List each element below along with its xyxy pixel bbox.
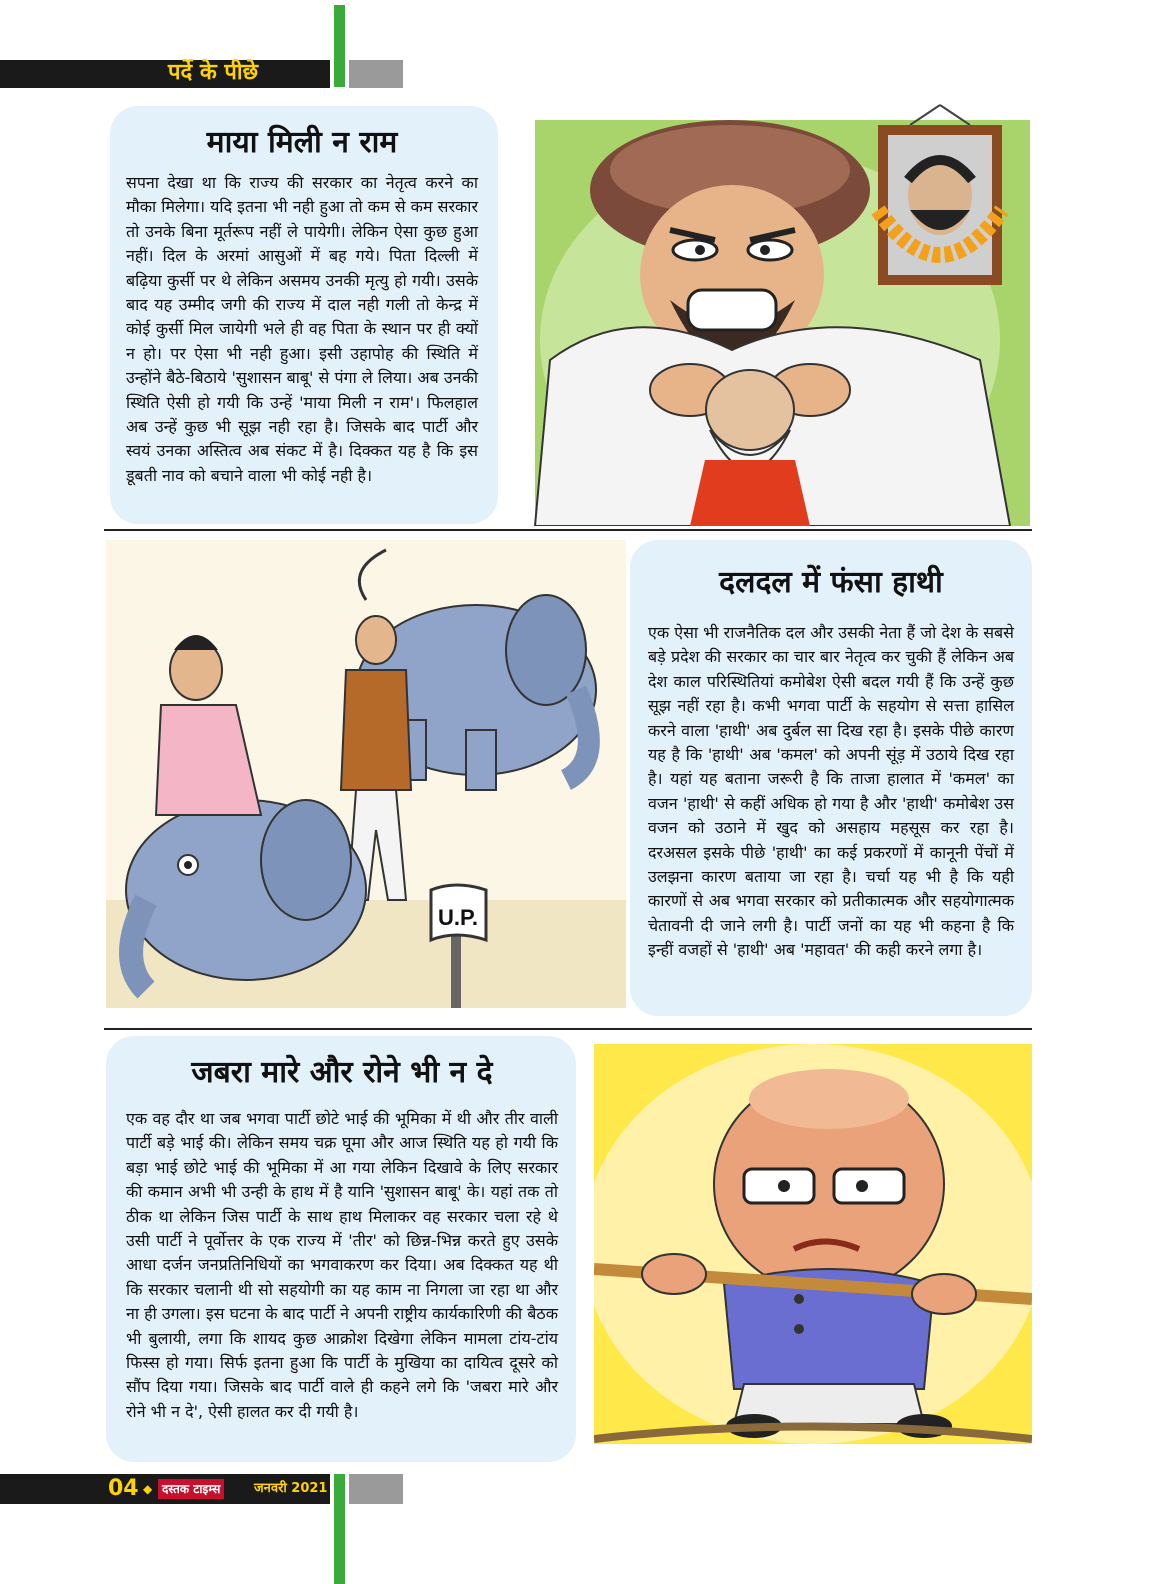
grey-block-top [349,60,403,88]
issue-date: जनवरी 2021 [254,1481,328,1496]
up-sign-text: U.P. [438,905,478,930]
page-number: 04 [108,1476,139,1501]
article-1-box [110,106,498,524]
article-3-title: जबरा मारे और रोने भी न दे [191,1055,493,1090]
brand-logo: दस्तक टाइम्स [158,1479,224,1499]
accent-bar-bottom [334,1474,345,1584]
header-bar [0,60,330,88]
footer-separator: ◆ [143,1482,153,1496]
article-3-body: एक वह दौर था जब भगवा पार्टी छोटे भाई की भूमिका में थी और तीर वाली पार्टी बड़े भाई की। लेकिन समय चक्र घूमा और आज स्थिति यह हो गयी कि बड़ा भाई छोटे भाई की भूमिका में आ गया लेकिन दिखावे के लिए सरकार की कमान अभी भी उन्ही के हाथ में है यानि 'सुशासन बाबू' के। यहां तक तो ठीक था लेकिन जिस पार्टी के साथ हाथ मिलाकर वह सरकार चला रहे थे उसी पार्टी ने पूर्वोत्तर के एक राज्य में 'तीर' को छिन्न-भिन्न करते हुए उसके आधा दर्जन जनप्रतिनिधियों का भगवाकरण कर दिया। अब दिक्कत यह थी कि सरकार चलानी थी सो सहयोगी का यह काम ना निगला जा रहा था और ना ही उगला। इस घटना के बाद पार्टी ने अपनी राष्ट्रीय कार्यकारिणी की बैठक भी बुलायी, लगा कि शायद कुछ आक्रोश दिखेगा लेकिन मामला टांय-टांय फिस्स हो गया। सिर्फ इतना हुआ कि पार्टी के मुखिया का दायित्व दूसरे को सौंप दिया गया। जिसके बाद पार्टी वाले ही कहने लगे कि 'जबरा मारे और रोने भी न दे', ऐसी हालत कर दी गयी है। [126,1109,558,1421]
divider-2 [104,1028,1032,1030]
article-2-box [630,540,1032,1016]
divider-1 [104,529,1032,531]
article-2-title: दलदल में फंसा हाथी [719,565,943,600]
cartoon-2-illustration [106,540,626,1008]
article-1-title: माया मिली न राम [206,125,398,160]
grey-block-bottom [349,1474,403,1504]
cartoon-3-illustration [594,1044,1032,1444]
cartoon-1-illustration [510,100,1030,526]
article-2-body: एक ऐसा भी राजनैतिक दल और उसकी नेता हैं जो देश के सबसे बड़े प्रदेश की सरकार का चार बार नेतृत्व कर चुकी हैं लेकिन अब देश काल परिस्थितियां कमोबेश ऐसी बदल गयी हैं कि उन्हें कुछ सूझ नहीं रहा है। कभी भगवा पार्टी के सहयोग से सत्ता हासिल करने वाला 'हाथी' अब दुर्बल सा दिख रहा है। इसके पीछे कारण यह है कि 'हाथी' अब 'कमल' को अपनी सूंड़ में उठाये दिख रहा है। यहां यह बताना जरूरी है कि ताजा हालात में 'कमल' का वजन 'हाथी' से कहीं अधिक हो गया है और 'हाथी' कमोबेश उस वजन को उठाने में खुद को असहाय महसूस कर रहा है। दरअसल इसके पीछे 'हाथी' का कई प्रकरणों में कानूनी पेंचों में उलझना कारण बताया जा रहा है। चर्चा यह भी है कि यही कारणों से अब भगवा सरकार को प्रतीकात्मक और सहयोगात्मक चेतावनी दी जाने लगी है। पार्टी जनों का यह भी कहना है कि इन्हीं वजहों से 'हाथी' अब 'महावत' की कही करने लगा है। [648,623,1014,960]
section-label: पर्दे के पीछे [168,60,259,85]
article-3-box [106,1036,576,1462]
accent-bar-top [334,5,345,87]
article-1-body: सपना देखा था कि राज्य की सरकार का नेतृत्व करने का मौका मिलेगा। यदि इतना भी नही हुआ तो कम से कम सरकार तो उनके बिना मूर्तरूप नहीं ले पायेगी। लेकिन ऐसा कुछ हुआ नहीं। दिल के अरमां आसुओं में बह गये। पिता दिल्ली में बढ़िया कुर्सी पर थे लेकिन असमय उनकी मृत्यु हो गयी। उसके बाद यह उम्मीद जगी की राज्य में दाल नही गली तो केन्द्र में कोई कुर्सी मिल जायेगी भले ही वह पिता के स्थान पर ही क्यों न हो। पर ऐसा भी नही हुआ। इसी उहापोह की स्थिति में उन्होंने बैठे-बिठाये 'सुशासन बाबू' से पंगा ले लिया। अब उनकी स्थिति ऐसी हो गयी कि उन्हें 'माया मिली न राम'। फिलहाल अब उन्हें कुछ भी सूझ नही रहा है। जिसके बाद पार्टी और स्वयं उनका अस्तित्व अब संकट में है। दिक्कत यह है कि इस डूबती नाव को बचाने वाला भी कोई नही है। [126,173,478,485]
